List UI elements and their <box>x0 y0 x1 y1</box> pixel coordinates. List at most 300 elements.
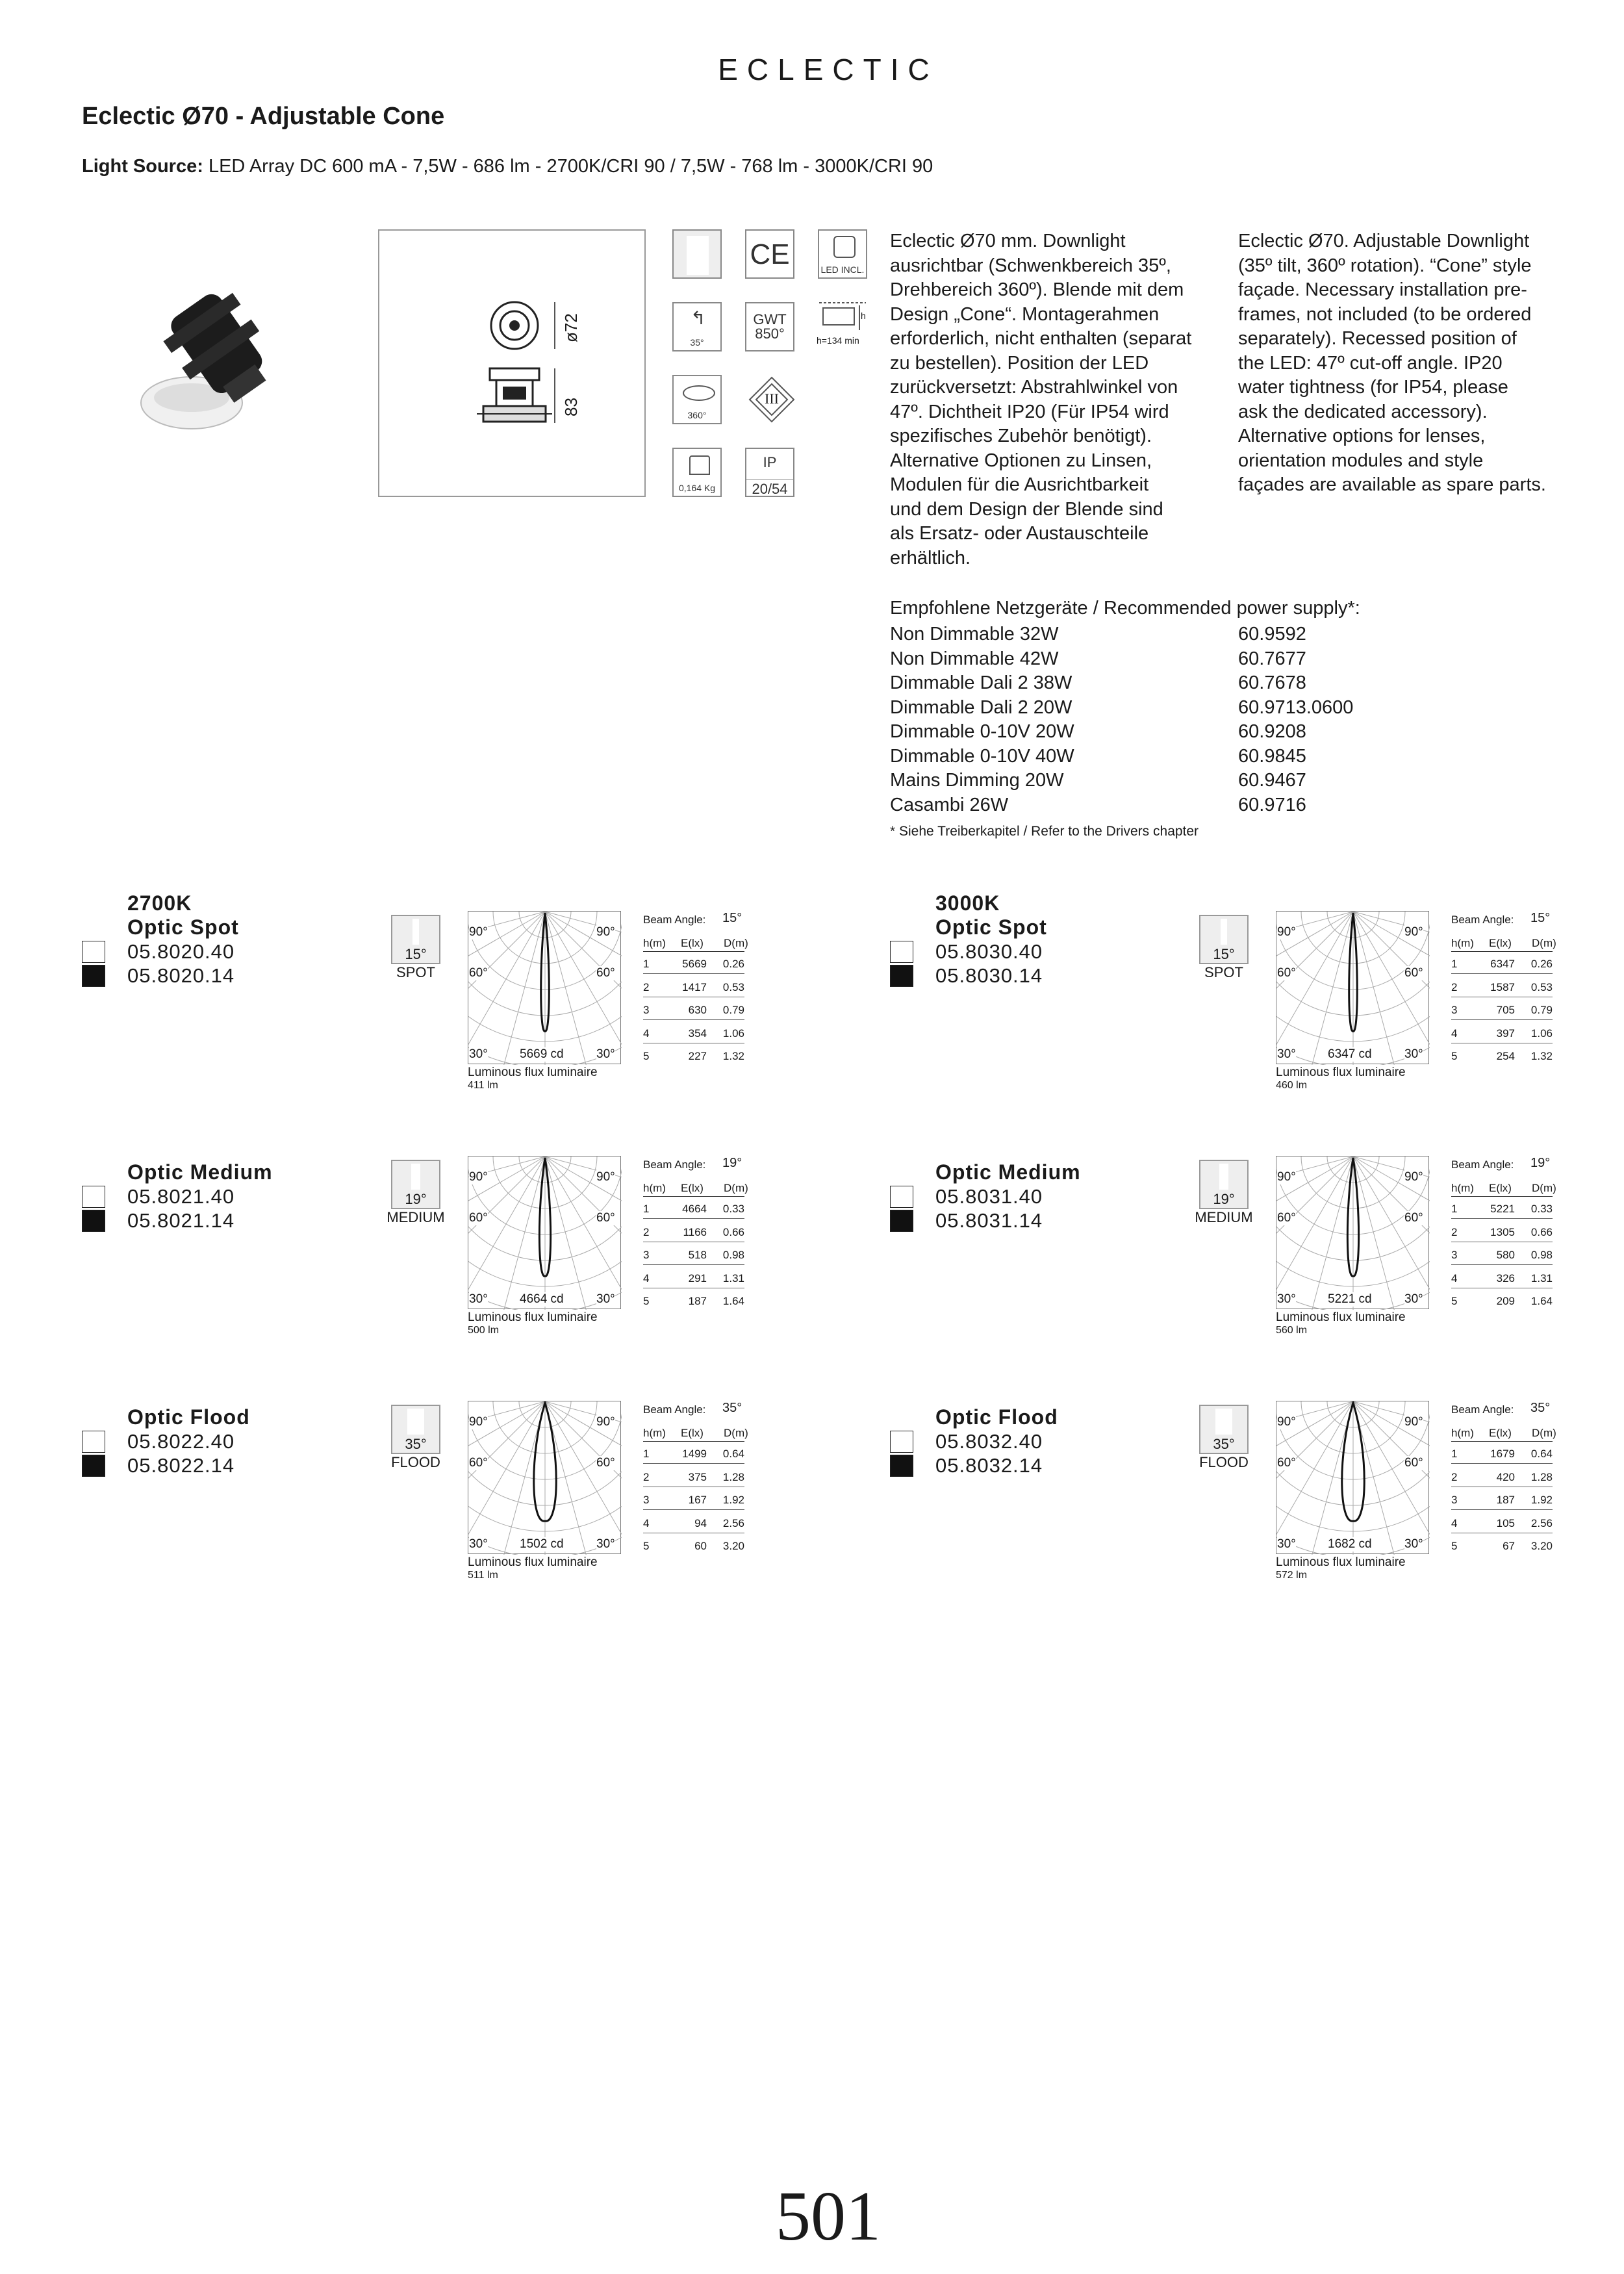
polar-label-60-left: 60° <box>1277 1211 1296 1225</box>
flux-label: Luminous flux luminaire <box>468 1310 598 1324</box>
power-supply-row <box>890 745 1475 769</box>
table-cell-d: 0.33 <box>722 1203 744 1215</box>
polar-label-60-left: 60° <box>469 1456 488 1470</box>
table-cell-h: 4 <box>643 1027 650 1040</box>
power-supply-name: Dimmable 0-10V 40W <box>890 745 1074 767</box>
polar-label-90-left: 90° <box>469 925 488 939</box>
product-title: Eclectic Ø70 - Adjustable Cone <box>82 103 445 130</box>
article-code: 05.8021.40 <box>127 1185 235 1208</box>
en-line: separately). Recessed position of <box>1238 328 1517 349</box>
table-cell-e: 4664 <box>682 1203 707 1215</box>
power-supply-code: 60.9592 <box>1238 624 1306 645</box>
table-cell-h: 3 <box>643 1004 650 1016</box>
table-row-rule <box>1451 973 1553 974</box>
table-row-rule <box>1451 1509 1553 1510</box>
table-cell-d: 0.79 <box>722 1004 744 1016</box>
beam-angle-value: 15° <box>1530 911 1551 925</box>
table-row-rule <box>643 1264 744 1265</box>
color-temperature-label: 2700K <box>127 891 192 915</box>
en-line: Eclectic Ø70. Adjustable Downlight <box>1238 231 1530 251</box>
table-cell-d: 3.20 <box>722 1540 744 1552</box>
table-row-rule <box>1451 1463 1553 1464</box>
table-cell-d: 0.33 <box>1530 1203 1553 1215</box>
table-cell-h: 2 <box>1451 1470 1458 1483</box>
table-cell-d: 2.56 <box>1530 1516 1553 1529</box>
table-header-d: D(m) <box>1532 937 1556 949</box>
gwt-label: GWT <box>753 311 787 327</box>
table-cell-h: 3 <box>643 1249 650 1261</box>
table-row-rule <box>643 1463 744 1464</box>
gwt-value: 850° <box>755 326 785 342</box>
optic-name: Optic Spot <box>127 915 239 939</box>
flux-label: Luminous flux luminaire <box>468 1555 598 1569</box>
table-cell-h: 4 <box>1451 1271 1458 1284</box>
table-cell-h: 5 <box>643 1295 650 1307</box>
table-cell-e: 6347 <box>1490 958 1515 970</box>
de-line: zurückversetzt: Abstrahlwinkel von <box>890 377 1178 398</box>
flux-label: Luminous flux luminaire <box>468 1066 598 1079</box>
table-cell-e: 1305 <box>1490 1225 1515 1238</box>
de-line: als Ersatz- oder Austauschteile <box>890 523 1149 544</box>
polar-label-90-left: 90° <box>1277 1415 1296 1429</box>
table-cell-h: 5 <box>1451 1295 1458 1307</box>
beam-angle-value: 35° <box>1530 1401 1551 1415</box>
table-cell-d: 0.98 <box>722 1249 744 1261</box>
white-finish-swatch <box>82 1431 105 1453</box>
polar-spoke <box>1286 912 1353 1065</box>
beam-degree-label: 35° <box>1213 1436 1235 1452</box>
tilt-label: 35° <box>690 337 704 348</box>
table-header-e: E(lx) <box>681 1427 704 1439</box>
beam-angle-value: 19° <box>722 1156 742 1170</box>
black-finish-swatch <box>890 965 913 987</box>
technical-drawing <box>378 229 646 497</box>
table-header-rule <box>1451 951 1553 952</box>
en-line: Alternative options for lenses, <box>1238 426 1486 446</box>
power-supply-code: 60.9467 <box>1238 770 1306 791</box>
polar-label-60-left: 60° <box>1277 1456 1296 1470</box>
table-header-rule <box>1451 1441 1553 1442</box>
flux-value: 500 lm <box>468 1325 500 1336</box>
beam-type-label: MEDIUM <box>387 1209 445 1225</box>
table-cell-d: 1.32 <box>722 1050 744 1062</box>
polar-label-30-left: 30° <box>469 1047 488 1061</box>
optic-name: Optic Medium <box>935 1160 1081 1184</box>
table-cell-e: 1166 <box>683 1225 707 1238</box>
article-code: 05.8032.40 <box>935 1430 1043 1453</box>
polar-label-90-left: 90° <box>1277 925 1296 939</box>
page-number: 501 <box>776 2178 881 2255</box>
polar-spoke <box>1286 1401 1353 1555</box>
table-cell-d: 0.53 <box>1530 980 1553 993</box>
optic-name: Optic Spot <box>935 915 1047 939</box>
table-cell-e: 1499 <box>682 1448 707 1460</box>
table-header-h: h(m) <box>643 1182 666 1194</box>
table-header-e: E(lx) <box>1489 1182 1512 1194</box>
article-code: 05.8022.40 <box>127 1430 235 1453</box>
optic-name: Optic Flood <box>935 1405 1058 1429</box>
led-included-label: LED INCL. <box>820 264 865 275</box>
power-supply-name: Mains Dimming 20W <box>890 770 1064 791</box>
beam-degree-label: 19° <box>1213 1191 1235 1207</box>
table-header-d: D(m) <box>1532 1427 1556 1439</box>
table-header-h: h(m) <box>643 937 666 949</box>
black-finish-swatch <box>82 965 105 987</box>
beam-cone-icon <box>1221 919 1227 945</box>
table-cell-h: 3 <box>1451 1004 1458 1016</box>
table-cell-h: 1 <box>643 1203 650 1215</box>
beam-cone-icon <box>412 919 419 945</box>
table-cell-h: 2 <box>1451 1225 1458 1238</box>
beam-degree-label: 35° <box>405 1436 427 1452</box>
beam-angle-value: 19° <box>1530 1156 1551 1170</box>
table-cell-d: 0.64 <box>1530 1448 1553 1460</box>
black-finish-swatch <box>890 1210 913 1232</box>
beam-cone-icon <box>1215 1409 1232 1435</box>
black-finish-swatch <box>82 1210 105 1232</box>
table-cell-h: 1 <box>1451 1203 1458 1215</box>
polar-label-90-left: 90° <box>1277 1170 1296 1184</box>
power-supply-name: Dimmable 0-10V 20W <box>890 721 1074 742</box>
beam-cone-icon <box>411 1164 420 1190</box>
article-code: 05.8021.14 <box>127 1209 235 1232</box>
table-cell-e: 375 <box>688 1470 707 1483</box>
polar-label-90-right: 90° <box>596 925 615 939</box>
table-cell-h: 3 <box>1451 1249 1458 1261</box>
article-code: 05.8020.40 <box>127 940 235 963</box>
peak-intensity: 1682 cd <box>1328 1537 1372 1551</box>
table-cell-h: 3 <box>643 1494 650 1506</box>
table-header-d: D(m) <box>1532 1182 1556 1194</box>
en-line: the LED: 47º cut-off angle. IP20 <box>1238 352 1503 374</box>
polar-label-30-right: 30° <box>1404 1292 1423 1306</box>
table-cell-e: 254 <box>1496 1050 1515 1062</box>
table-cell-e: 397 <box>1496 1027 1515 1040</box>
table-cell-e: 94 <box>694 1516 707 1529</box>
polar-label-90-right: 90° <box>1404 925 1423 939</box>
flux-value: 572 lm <box>1276 1570 1308 1581</box>
power-supply-row <box>890 793 1475 818</box>
beam-type-label: MEDIUM <box>1195 1209 1253 1225</box>
beam-angle-label: Beam Angle: <box>643 1158 706 1171</box>
table-cell-e: 60 <box>694 1540 707 1552</box>
table-cell-h: 2 <box>1451 980 1458 993</box>
table-cell-d: 1.92 <box>722 1494 744 1506</box>
recess-depth-icon <box>817 299 870 348</box>
polar-label-30-left: 30° <box>469 1292 488 1306</box>
recess-min-label: h=134 min <box>817 335 859 346</box>
polar-label-60-right: 60° <box>1404 1211 1423 1225</box>
table-header-rule <box>643 1196 744 1197</box>
table-cell-e: 5669 <box>682 958 707 970</box>
article-code: 05.8022.14 <box>127 1454 235 1477</box>
power-supply-name: Dimmable Dali 2 20W <box>890 696 1072 718</box>
table-header-d: D(m) <box>724 937 748 949</box>
table-cell-h: 5 <box>1451 1050 1458 1062</box>
polar-label-90-right: 90° <box>1404 1415 1423 1429</box>
diameter-dimension: ø72 <box>561 313 581 342</box>
table-cell-h: 2 <box>643 1470 650 1483</box>
table-cell-h: 4 <box>643 1516 650 1529</box>
article-code: 05.8031.14 <box>935 1209 1043 1232</box>
peak-intensity: 5221 cd <box>1328 1292 1372 1306</box>
description-english <box>1238 229 1602 498</box>
beam-degree-label: 19° <box>405 1191 427 1207</box>
table-header-e: E(lx) <box>1489 1427 1512 1439</box>
de-line: spezifisches Zubehör benötigt). <box>890 426 1152 446</box>
table-cell-e: 187 <box>1496 1494 1515 1506</box>
polar-label-30-right: 30° <box>1404 1047 1423 1061</box>
ce-mark-icon: CE <box>745 229 794 279</box>
peak-intensity: 5669 cd <box>520 1047 564 1061</box>
table-cell-e: 105 <box>1496 1516 1515 1529</box>
table-header-rule <box>643 1441 744 1442</box>
ip-label: IP <box>763 454 777 470</box>
beam-angle-value: 35° <box>722 1401 742 1415</box>
color-temperature-label: 3000K <box>935 891 1000 915</box>
de-line: Drehbereich 360º). Blende mit dem <box>890 279 1184 300</box>
beam-degree-label: 15° <box>1213 946 1235 962</box>
table-cell-e: 209 <box>1496 1295 1515 1307</box>
table-header-e: E(lx) <box>1489 937 1512 949</box>
flux-label: Luminous flux luminaire <box>1276 1555 1406 1569</box>
table-cell-d: 1.06 <box>1530 1027 1553 1040</box>
article-code: 05.8030.40 <box>935 940 1043 963</box>
power-supply-name: Non Dimmable 32W <box>890 624 1059 645</box>
table-cell-h: 2 <box>643 980 650 993</box>
en-line: façade. Necessary installation pre- <box>1238 279 1527 300</box>
table-cell-d: 2.56 <box>722 1516 744 1529</box>
table-cell-e: 1417 <box>682 980 707 993</box>
table-header-h: h(m) <box>1451 937 1474 949</box>
optic-name: Optic Flood <box>127 1405 250 1429</box>
polar-spoke <box>477 1156 545 1310</box>
beam-type-label: FLOOD <box>1199 1454 1249 1470</box>
article-code: 05.8031.40 <box>935 1185 1043 1208</box>
table-header-d: D(m) <box>724 1182 748 1194</box>
en-line: orientation modules and style <box>1238 450 1484 471</box>
table-cell-d: 0.53 <box>722 980 744 993</box>
flux-value: 511 lm <box>468 1570 498 1581</box>
table-cell-h: 1 <box>1451 1448 1458 1460</box>
brand-title: ECLECTIC <box>718 53 939 86</box>
beam-degree-label: 15° <box>405 946 427 962</box>
beam-angle-label: Beam Angle: <box>643 913 706 926</box>
power-supply-name: Non Dimmable 42W <box>890 648 1059 669</box>
polar-spoke <box>477 912 545 1065</box>
light-source <box>82 156 933 177</box>
polar-spoke <box>477 1401 545 1555</box>
table-cell-e: 705 <box>1496 1004 1515 1016</box>
article-code: 05.8020.14 <box>127 964 235 987</box>
table-row-rule <box>643 1019 744 1020</box>
recess-h-label: h <box>861 311 866 321</box>
product-photo <box>140 286 283 442</box>
polar-label-60-right: 60° <box>1404 966 1423 980</box>
table-cell-e: 630 <box>688 1004 707 1016</box>
polar-label-60-right: 60° <box>596 1211 615 1225</box>
flux-value: 560 lm <box>1276 1325 1308 1336</box>
black-finish-swatch <box>82 1455 105 1477</box>
table-header-h: h(m) <box>1451 1427 1474 1439</box>
table-header-e: E(lx) <box>681 937 704 949</box>
table-cell-e: 1587 <box>1490 980 1515 993</box>
table-cell-e: 326 <box>1496 1271 1515 1284</box>
power-supply-code: 60.9716 <box>1238 794 1306 815</box>
table-cell-h: 1 <box>643 958 650 970</box>
table-cell-h: 2 <box>643 1225 650 1238</box>
de-line: erhältlich. <box>890 547 971 568</box>
table-cell-d: 1.92 <box>1530 1494 1553 1506</box>
polar-label-90-right: 90° <box>596 1415 615 1429</box>
table-row-rule <box>643 1218 744 1219</box>
power-supply-code: 60.7677 <box>1238 648 1306 669</box>
beam-type-label: SPOT <box>396 964 435 980</box>
ip-value: 20/54 <box>746 479 793 498</box>
table-header-rule <box>1451 1196 1553 1197</box>
table-row-rule <box>1451 1218 1553 1219</box>
table-cell-h: 4 <box>1451 1027 1458 1040</box>
en-line: ask the dedicated accessory). <box>1238 401 1488 422</box>
en-line: (35º tilt, 360º rotation). “Cone” style <box>1238 255 1532 276</box>
beam-spot-icon <box>672 229 722 279</box>
white-finish-swatch <box>890 1186 913 1208</box>
de-line: Design „Cone“. Montagerahmen <box>890 303 1160 325</box>
peak-intensity: 1502 cd <box>520 1537 564 1551</box>
beam-angle-label: Beam Angle: <box>1451 1158 1514 1171</box>
power-supply-row <box>890 720 1475 745</box>
power-supply-code: 60.9208 <box>1238 721 1306 742</box>
height-dimension: 83 <box>561 398 581 416</box>
power-supply-list <box>890 622 1475 817</box>
class-iii-icon <box>747 375 796 424</box>
beam-cone-icon <box>407 1409 424 1435</box>
flux-value: 411 lm <box>468 1080 498 1091</box>
polar-label-30-right: 30° <box>596 1047 615 1061</box>
beam-cone-icon <box>1219 1164 1228 1190</box>
de-line: ausrichtbar (Schwenkbereich 35º, <box>890 255 1171 276</box>
table-row-rule <box>1451 1264 1553 1265</box>
en-line: frames, not included (to be ordered <box>1238 303 1532 325</box>
de-line: Alternative Optionen zu Linsen, <box>890 450 1152 471</box>
weight-icon <box>672 448 722 497</box>
table-cell-d: 0.66 <box>1530 1225 1553 1238</box>
power-supply-row <box>890 696 1475 721</box>
de-line: 47º. Dichtheit IP20 (Für IP54 wird <box>890 401 1169 422</box>
power-supply-name: Casambi 26W <box>890 794 1009 815</box>
table-cell-h: 1 <box>1451 958 1458 970</box>
description-german <box>890 229 1228 570</box>
flux-value: 460 lm <box>1276 1080 1308 1091</box>
polar-label-60-left: 60° <box>469 1211 488 1225</box>
table-cell-d: 3.20 <box>1530 1540 1553 1552</box>
table-cell-e: 420 <box>1496 1470 1515 1483</box>
flux-label: Luminous flux luminaire <box>1276 1066 1406 1079</box>
de-line: zu bestellen). Position der LED <box>890 352 1149 374</box>
table-cell-d: 0.64 <box>722 1448 744 1460</box>
white-finish-swatch <box>890 1431 913 1453</box>
tilt-icon: ↰ 35° <box>672 302 722 351</box>
table-cell-d: 0.79 <box>1530 1004 1553 1016</box>
table-cell-e: 518 <box>688 1249 707 1261</box>
table-header-h: h(m) <box>643 1427 666 1439</box>
beam-type-label: SPOT <box>1204 964 1243 980</box>
polar-label-30-left: 30° <box>469 1537 488 1551</box>
table-cell-d: 1.28 <box>722 1470 744 1483</box>
de-line: erforderlich, nicht enthalten (separat <box>890 328 1192 349</box>
table-cell-d: 0.26 <box>722 958 744 970</box>
peak-intensity: 4664 cd <box>520 1292 564 1306</box>
table-cell-h: 3 <box>1451 1494 1458 1506</box>
polar-label-30-left: 30° <box>1277 1537 1296 1551</box>
beam-angle-label: Beam Angle: <box>1451 1403 1514 1416</box>
table-cell-d: 1.31 <box>1530 1271 1553 1284</box>
table-header-e: E(lx) <box>681 1182 704 1194</box>
table-cell-d: 1.32 <box>1530 1050 1553 1062</box>
table-cell-d: 1.06 <box>722 1027 744 1040</box>
table-cell-d: 1.64 <box>722 1295 744 1307</box>
power-supply-code: 60.9845 <box>1238 745 1306 767</box>
table-cell-h: 1 <box>643 1448 650 1460</box>
table-cell-e: 1679 <box>1490 1448 1515 1460</box>
led-included-icon <box>818 229 867 279</box>
table-cell-h: 5 <box>643 1540 650 1552</box>
rotation-label: 360° <box>687 410 707 420</box>
polar-label-60-left: 60° <box>1277 966 1296 980</box>
power-supply-row <box>890 671 1475 696</box>
power-supply-name: Dimmable Dali 2 38W <box>890 672 1072 693</box>
light-source-label: Light Source: <box>82 156 203 177</box>
power-supply-note: * Siehe Treiberkapitel / Refer to the Drivers chapter <box>890 824 1199 839</box>
table-row-rule <box>643 1509 744 1510</box>
rotation-icon <box>672 375 722 424</box>
table-cell-d: 1.28 <box>1530 1470 1553 1483</box>
power-supply-row <box>890 622 1475 647</box>
polar-spoke <box>1286 1156 1353 1310</box>
de-line: Modulen für die Ausrichtbarkeit <box>890 474 1149 495</box>
polar-label-90-right: 90° <box>596 1170 615 1184</box>
de-line: und dem Design der Blende sind <box>890 498 1163 520</box>
table-row-rule <box>1451 1019 1553 1020</box>
power-supply-code: 60.7678 <box>1238 672 1306 693</box>
optic-name: Optic Medium <box>127 1160 273 1184</box>
table-header-rule <box>643 951 744 952</box>
table-cell-e: 67 <box>1503 1540 1515 1552</box>
weight-label: 0,164 Kg <box>678 483 716 493</box>
table-cell-e: 187 <box>688 1295 707 1307</box>
power-supply-code: 60.9713.0600 <box>1238 696 1354 718</box>
power-supply-row <box>890 647 1475 672</box>
polar-label-30-right: 30° <box>596 1537 615 1551</box>
polar-label-30-left: 30° <box>1277 1047 1296 1061</box>
table-cell-d: 1.31 <box>722 1271 744 1284</box>
polar-label-30-right: 30° <box>596 1292 615 1306</box>
glow-wire-icon <box>745 302 794 351</box>
table-cell-h: 4 <box>1451 1516 1458 1529</box>
power-supply-row <box>890 769 1475 793</box>
power-supply-heading: Empfohlene Netzgeräte / Recommended power supply*: <box>890 598 1360 619</box>
table-cell-e: 291 <box>688 1271 707 1284</box>
beam-angle-label: Beam Angle: <box>1451 913 1514 926</box>
polar-label-60-right: 60° <box>596 966 615 980</box>
polar-label-60-right: 60° <box>596 1456 615 1470</box>
table-row-rule <box>643 973 744 974</box>
table-header-d: D(m) <box>724 1427 748 1439</box>
table-cell-e: 167 <box>688 1494 707 1506</box>
polar-label-60-right: 60° <box>1404 1456 1423 1470</box>
table-cell-e: 354 <box>688 1027 707 1040</box>
polar-label-30-right: 30° <box>1404 1537 1423 1551</box>
